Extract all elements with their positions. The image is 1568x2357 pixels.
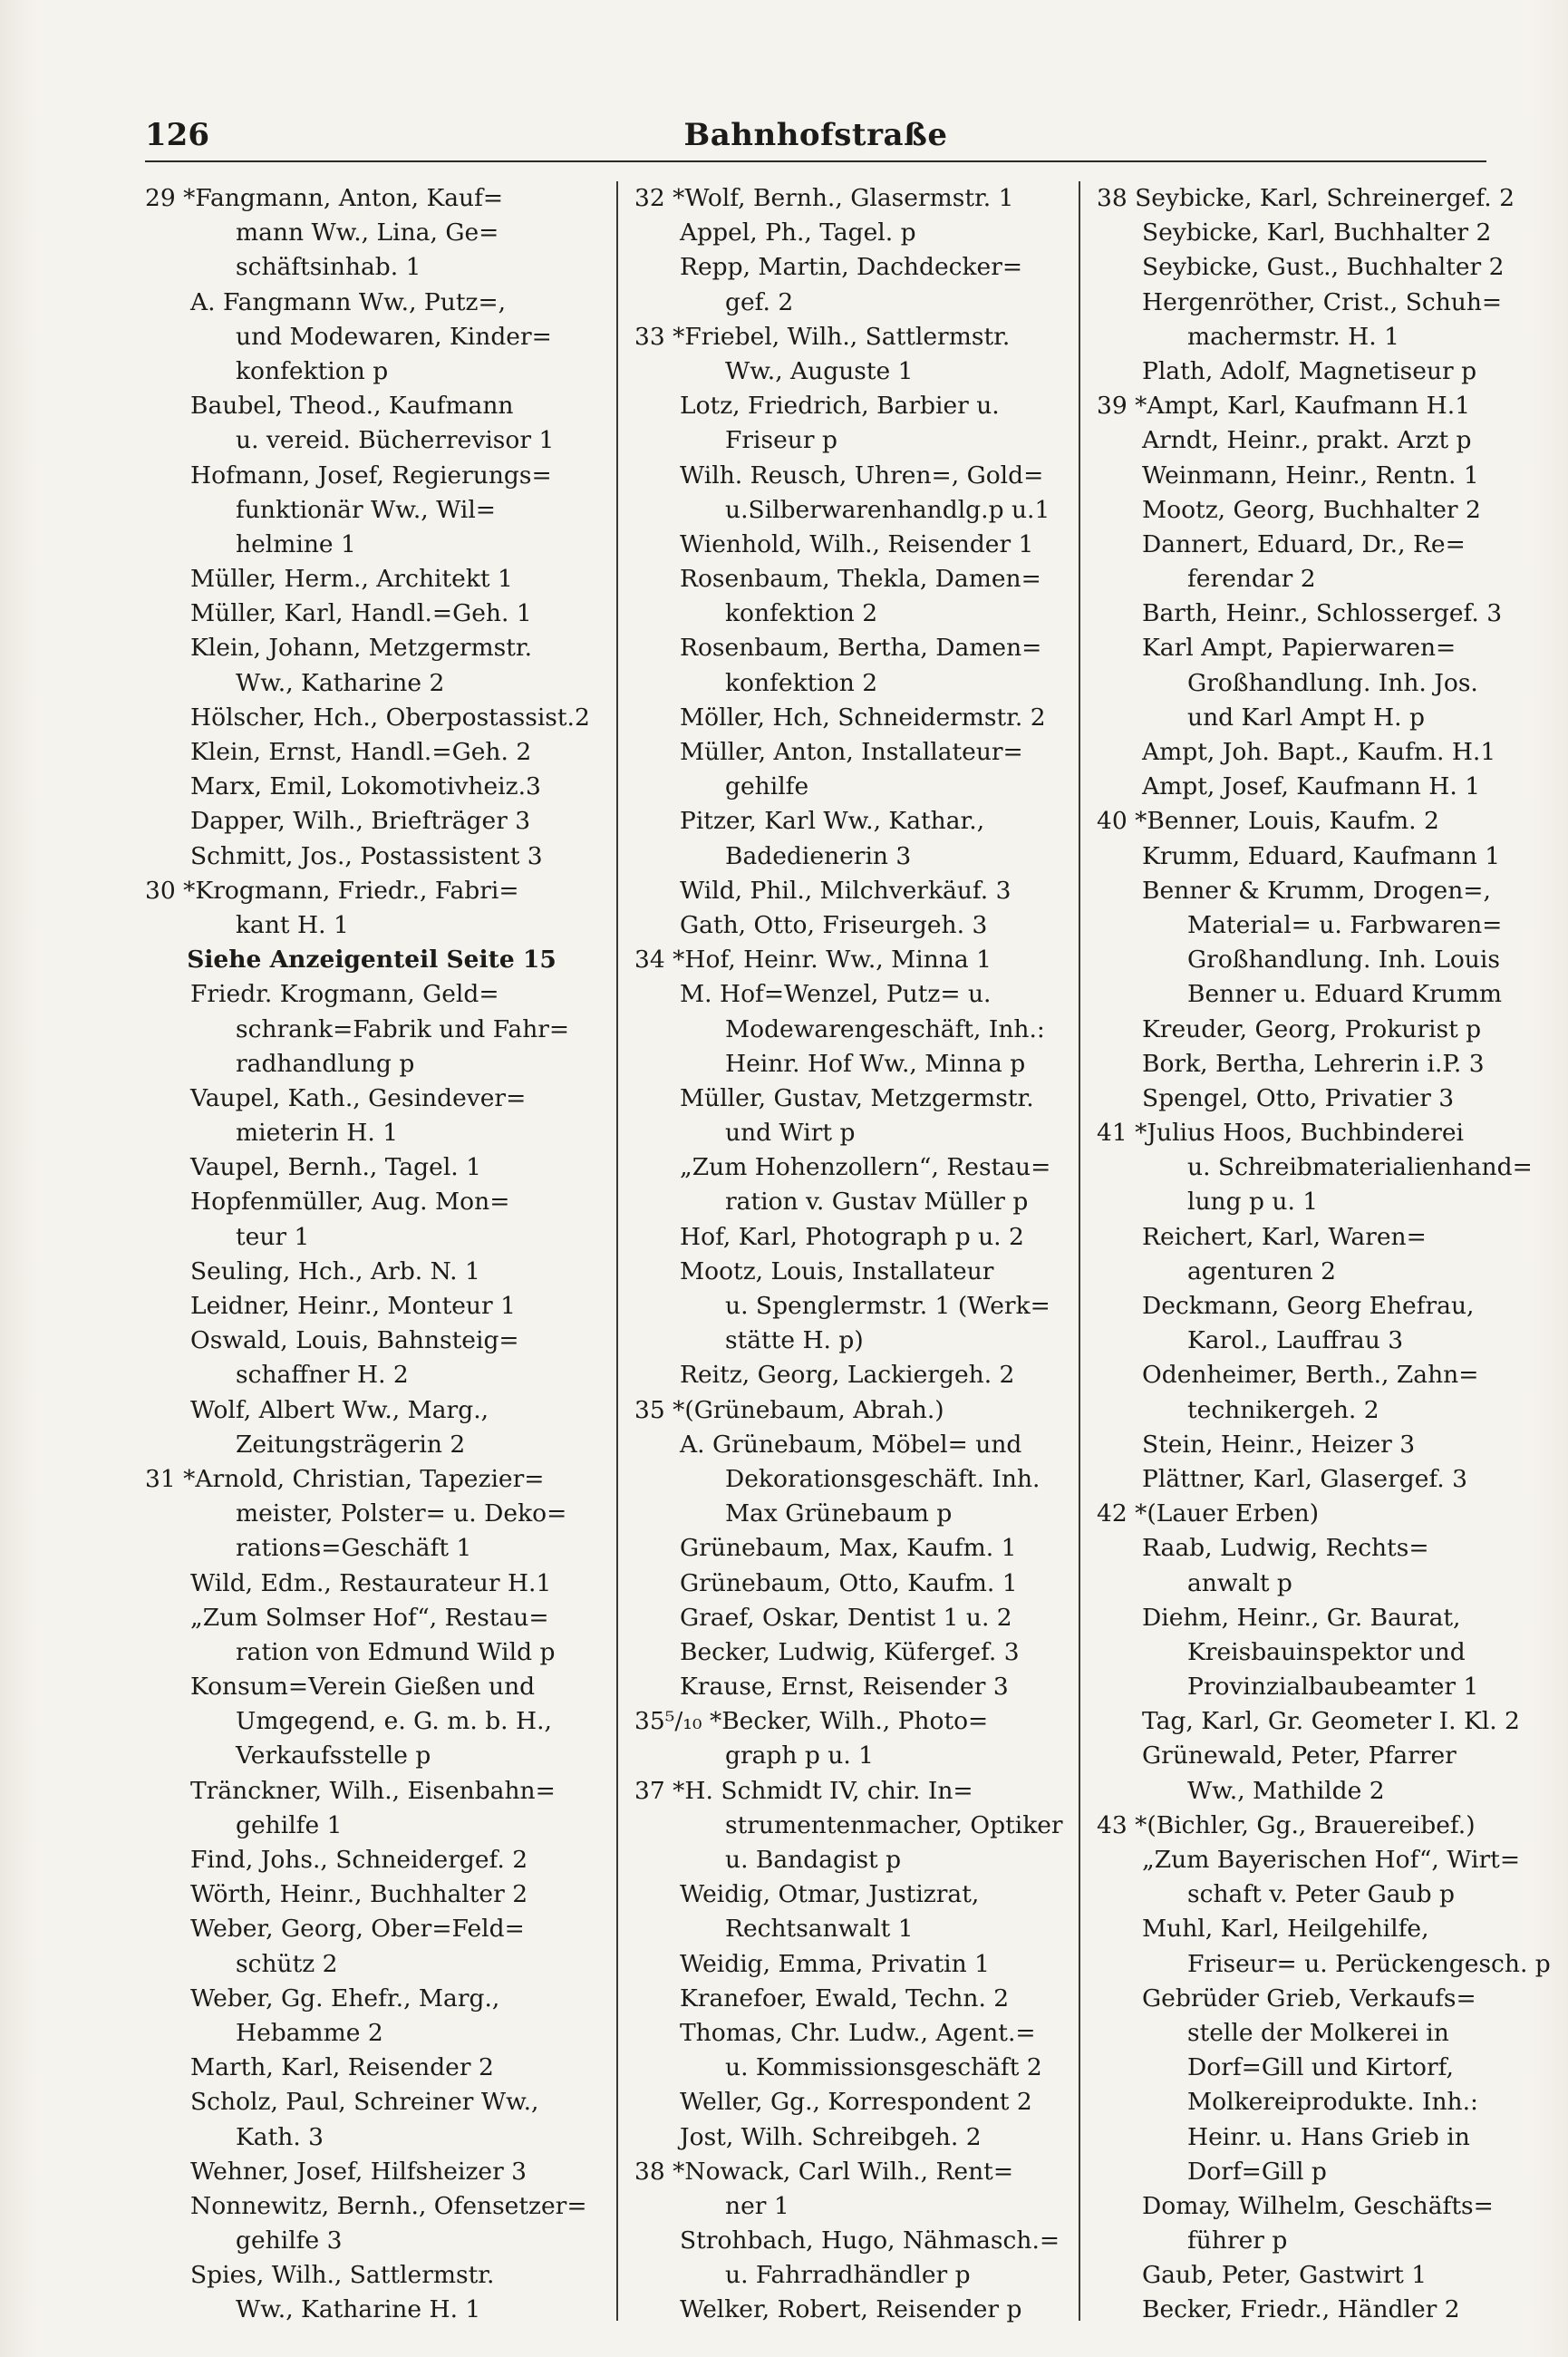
directory-line: Leidner, Heinr., Monteur 1 — [190, 1292, 516, 1320]
directory-line: radhandlung p — [236, 1049, 415, 1078]
directory-line: Zeitungsträgerin 2 — [236, 1430, 466, 1459]
directory-line: 41 *Julius Hoos, Buchbinderei — [1097, 1119, 1465, 1148]
directory-line: Badedienerin 3 — [725, 841, 912, 870]
directory-line: 38 *Nowack, Carl Wilh., Rent= — [634, 2157, 1014, 2186]
directory-line: Repp, Martin, Dachdecker= — [680, 253, 1023, 282]
directory-line: Kreuder, Georg, Prokurist p — [1142, 1014, 1482, 1043]
directory-line: 30 *Krogmann, Friedr., Fabri= — [145, 876, 519, 905]
directory-line: und Wirt p — [725, 1119, 856, 1148]
page-number: 126 — [145, 117, 209, 153]
directory-line: Dannert, Eduard, Dr., Re= — [1142, 529, 1466, 558]
directory-line: Großhandlung. Inh. Jos. — [1187, 668, 1478, 697]
directory-line: Tränckner, Wilh., Eisenbahn= — [190, 1776, 556, 1805]
directory-line: Graef, Oskar, Dentist 1 u. 2 — [680, 1603, 1012, 1632]
directory-line: Konsum=Verein Gießen und — [190, 1673, 536, 1702]
directory-line: Dorf=Gill und Kirtorf, — [1187, 2053, 1454, 2082]
directory-line: Umgegend, e. G. m. b. H., — [236, 1707, 552, 1736]
directory-line: Ww., Mathilde 2 — [1187, 1776, 1385, 1805]
directory-line: Wolf, Albert Ww., Marg., — [190, 1395, 489, 1424]
directory-line: Becker, Friedr., Händler 2 — [1142, 2295, 1460, 2324]
directory-line: Stein, Heinr., Heizer 3 — [1142, 1430, 1416, 1459]
directory-line: schrank=Fabrik und Fahr= — [236, 1014, 570, 1043]
directory-line: führer p — [1187, 2226, 1288, 2255]
column-2 — [634, 181, 1063, 2324]
directory-line: Klein, Johann, Metzgermstr. — [190, 634, 533, 663]
directory-line: „Zum Bayerischen Hof“, Wirt= — [1142, 1846, 1521, 1874]
directory-line: Material= u. Farbwaren= — [1187, 910, 1503, 939]
directory-line: Krumm, Eduard, Kaufmann 1 — [1142, 841, 1501, 870]
directory-line: Grünewald, Peter, Pfarrer — [1142, 1741, 1457, 1770]
directory-line: Gaub, Peter, Gastwirt 1 — [1142, 2261, 1428, 2290]
directory-line: ration von Edmund Wild p — [236, 1637, 556, 1666]
directory-line: Dapper, Wilh., Briefträger 3 — [190, 807, 531, 836]
directory-line: A. Grünebaum, Möbel= und — [680, 1430, 1022, 1459]
directory-line: Wild, Edm., Restaurateur H.1 — [190, 1568, 552, 1597]
directory-line: anwalt p — [1187, 1568, 1292, 1597]
directory-line: Grünebaum, Max, Kaufm. 1 — [680, 1534, 1017, 1563]
directory-line: M. Hof=Wenzel, Putz= u. — [680, 980, 992, 1009]
directory-line: Vaupel, Bernh., Tagel. 1 — [190, 1153, 482, 1182]
directory-line: Dorf=Gill p — [1187, 2157, 1327, 2186]
directory-line: Hopfenmüller, Aug. Mon= — [190, 1188, 510, 1217]
directory-line: gehilfe 1 — [236, 1810, 343, 1839]
column-3 — [1097, 181, 1551, 2324]
directory-line: Raab, Ludwig, Rechts= — [1142, 1534, 1429, 1563]
directory-line: Grünebaum, Otto, Kaufm. 1 — [680, 1568, 1018, 1597]
directory-line: stätte H. p) — [725, 1326, 864, 1355]
directory-line: Müller, Herm., Architekt 1 — [190, 565, 513, 594]
directory-line: Molkereiprodukte. Inh.: — [1187, 2088, 1478, 2117]
directory-line: Wehner, Josef, Hilfsheizer 3 — [190, 2157, 528, 2186]
directory-line: Gebrüder Grieb, Verkaufs= — [1142, 1984, 1476, 2013]
directory-line: strumentenmacher, Optiker — [725, 1810, 1063, 1839]
directory-line: 34 *Hof, Heinr. Ww., Minna 1 — [634, 946, 992, 975]
directory-line: mieterin H. 1 — [236, 1119, 399, 1148]
directory-line: u. Schreibmaterialienhand= — [1187, 1153, 1533, 1182]
directory-line: A. Fangmann Ww., Putz=, — [190, 287, 507, 316]
directory-line: gef. 2 — [725, 287, 794, 316]
page-header — [145, 113, 1486, 162]
column-1 — [145, 181, 598, 2324]
directory-line: Find, Johs., Schneidergef. 2 — [190, 1846, 528, 1874]
directory-line: machermstr. H. 1 — [1187, 322, 1399, 351]
directory-line: Mootz, Louis, Installateur — [680, 1256, 994, 1285]
directory-line: Thomas, Chr. Ludw., Agent.= — [680, 2018, 1036, 2047]
directory-line: funktionär Ww., Wil= — [236, 495, 497, 524]
directory-line: Plättner, Karl, Glasergef. 3 — [1142, 1464, 1467, 1493]
directory-line: Weidig, Otmar, Justizrat, — [680, 1880, 980, 1909]
directory-line: 31 *Arnold, Christian, Tapezier= — [145, 1464, 545, 1493]
directory-line: 37 *H. Schmidt IV, chir. In= — [634, 1776, 973, 1805]
directory-line: Tag, Karl, Gr. Geometer I. Kl. 2 — [1142, 1707, 1520, 1736]
directory-line: u. vereid. Bücherrevisor 1 — [236, 426, 555, 455]
directory-line: Marth, Karl, Reisender 2 — [190, 2053, 494, 2082]
directory-line: Deckmann, Georg Ehefrau, — [1142, 1292, 1475, 1320]
directory-line: Seybicke, Karl, Buchhalter 2 — [1142, 218, 1492, 247]
directory-line: schaffner H. 2 — [236, 1361, 409, 1390]
directory-line: Seuling, Hch., Arb. N. 1 — [190, 1256, 480, 1285]
directory-line: Muhl, Karl, Heilgehilfe, — [1142, 1915, 1429, 1944]
directory-line: 35 *(Grünebaum, Abrah.) — [634, 1395, 944, 1424]
directory-line: Müller, Anton, Installateur= — [680, 738, 1023, 766]
directory-line: Müller, Gustav, Metzgermstr. — [680, 1083, 1034, 1112]
directory-line: Reichert, Karl, Waren= — [1142, 1222, 1427, 1251]
directory-line: Klein, Ernst, Handl.=Geh. 2 — [190, 738, 532, 766]
directory-line: Plath, Adolf, Magnetiseur p — [1142, 356, 1477, 385]
directory-line: u.Silberwarenhandlg.p u.1 — [725, 495, 1050, 524]
directory-line: Schmitt, Jos., Postassistent 3 — [190, 841, 543, 870]
directory-line: lung p u. 1 — [1187, 1188, 1319, 1217]
directory-line: schütz 2 — [236, 1949, 338, 1978]
directory-line: Rosenbaum, Bertha, Damen= — [680, 634, 1042, 663]
directory-line: Ampt, Joh. Bapt., Kaufm. H.1 — [1142, 738, 1496, 766]
directory-line: Jost, Wilh. Schreibgeh. 2 — [680, 2122, 982, 2151]
directory-line: Heinr. Hof Ww., Minna p — [725, 1049, 1026, 1078]
directory-line: 33 *Friebel, Wilh., Sattlermstr. — [634, 322, 1011, 351]
directory-line: 35⁵/₁₀ *Becker, Wilh., Photo= — [634, 1707, 989, 1736]
directory-line: Möller, Hch, Schneidermstr. 2 — [680, 703, 1046, 732]
directory-line: ferendar 2 — [1187, 565, 1316, 594]
directory-line: Becker, Ludwig, Küfergef. 3 — [680, 1637, 1020, 1666]
directory-line: Marx, Emil, Lokomotivheiz.3 — [190, 772, 541, 801]
directory-line: Großhandlung. Inh. Louis — [1187, 946, 1500, 975]
directory-line: Weidig, Emma, Privatin 1 — [680, 1949, 990, 1978]
column-divider — [616, 181, 618, 2321]
directory-line: Diehm, Heinr., Gr. Baurat, — [1142, 1603, 1461, 1632]
directory-line: schaft v. Peter Gaub p — [1187, 1880, 1455, 1909]
directory-line: u. Bandagist p — [725, 1846, 902, 1874]
directory-line: Wild, Phil., Milchverkäuf. 3 — [680, 876, 1011, 905]
directory-line: Friedr. Krogmann, Geld= — [190, 980, 499, 1009]
directory-line: Verkaufsstelle p — [236, 1741, 431, 1770]
directory-line: 39 *Ampt, Karl, Kaufmann H.1 — [1097, 392, 1471, 421]
directory-line: Weber, Georg, Ober=Feld= — [190, 1915, 525, 1944]
directory-line: Nonnewitz, Bernh., Ofensetzer= — [190, 2191, 587, 2220]
directory-line: Kreisbauinspektor und — [1187, 1637, 1466, 1666]
directory-line: schäftsinhab. 1 — [236, 253, 421, 282]
directory-line: und Karl Ampt H. p — [1187, 703, 1425, 732]
directory-line: mann Ww., Lina, Ge= — [236, 218, 499, 247]
directory-line: Ww., Katharine 2 — [236, 668, 445, 697]
directory-line: Strohbach, Hugo, Nähmasch.= — [680, 2226, 1060, 2255]
directory-line: gehilfe 3 — [236, 2226, 343, 2255]
directory-line: kant H. 1 — [236, 910, 349, 939]
directory-line: 40 *Benner, Louis, Kaufm. 2 — [1097, 807, 1439, 836]
directory-line: ration v. Gustav Müller p — [725, 1188, 1029, 1217]
directory-line: Odenheimer, Berth., Zahn= — [1142, 1361, 1479, 1390]
directory-line: Friseur= u. Perückengesch. p — [1187, 1949, 1551, 1978]
directory-line: konfektion 2 — [725, 668, 878, 697]
directory-line: gehilfe — [725, 772, 809, 801]
directory-line: Scholz, Paul, Schreiner Ww., — [190, 2088, 539, 2117]
directory-line: Oswald, Louis, Bahnsteig= — [190, 1326, 519, 1355]
directory-line: rations=Geschäft 1 — [236, 1534, 472, 1563]
directory-line: Rosenbaum, Thekla, Damen= — [680, 565, 1041, 594]
directory-line: Hof, Karl, Photograph p u. 2 — [680, 1222, 1024, 1251]
directory-line: Rechtsanwalt 1 — [725, 1915, 914, 1944]
directory-line: Friseur p — [725, 426, 837, 455]
directory-line: Appel, Ph., Tagel. p — [680, 218, 916, 247]
directory-line: Domay, Wilhelm, Geschäfts= — [1142, 2191, 1494, 2220]
directory-line: Heinr. u. Hans Grieb in — [1187, 2122, 1470, 2151]
running-title: Bahnhofstraße — [683, 117, 948, 153]
directory-line: Mootz, Georg, Buchhalter 2 — [1142, 495, 1481, 524]
directory-columns — [145, 181, 1551, 2324]
directory-line: und Modewaren, Kinder= — [236, 322, 552, 351]
directory-line: Benner u. Eduard Krumm — [1187, 980, 1502, 1009]
directory-line: Barth, Heinr., Schlossergef. 3 — [1142, 599, 1503, 628]
directory-line: Wilh. Reusch, Uhren=, Gold= — [680, 461, 1044, 490]
directory-line: Hergenröther, Crist., Schuh= — [1142, 287, 1503, 316]
directory-line: 29 *Fangmann, Anton, Kauf= — [145, 184, 504, 212]
directory-line: 38 Seybicke, Karl, Schreinergef. 2 — [1097, 184, 1515, 212]
directory-line: „Zum Solmser Hof“, Restau= — [190, 1603, 549, 1632]
directory-line: Müller, Karl, Handl.=Geh. 1 — [190, 599, 532, 628]
directory-line: Spies, Wilh., Sattlermstr. — [190, 2261, 495, 2290]
directory-line: konfektion p — [236, 356, 389, 385]
directory-line: Wörth, Heinr., Buchhalter 2 — [190, 1880, 528, 1909]
directory-line: Hofmann, Josef, Regierungs= — [190, 461, 552, 490]
directory-line: Benner & Krumm, Drogen=, — [1142, 876, 1491, 905]
directory-line: Vaupel, Kath., Gesindever= — [190, 1083, 527, 1112]
directory-line: Hebamme 2 — [236, 2018, 383, 2047]
directory-line: meister, Polster= u. Deko= — [236, 1499, 567, 1528]
directory-line: 42 *(Lauer Erben) — [1097, 1499, 1320, 1528]
directory-line: Karl Ampt, Papierwaren= — [1142, 634, 1457, 663]
directory-line: graph p u. 1 — [725, 1741, 875, 1770]
directory-line: 32 *Wolf, Bernh., Glasermstr. 1 — [634, 184, 1014, 212]
directory-line: Ww., Auguste 1 — [725, 356, 914, 385]
directory-line: Lotz, Friedrich, Barbier u. — [680, 392, 1000, 421]
column-divider — [1079, 181, 1080, 2321]
directory-line: teur 1 — [236, 1222, 310, 1251]
directory-line: Ww., Katharine H. 1 — [236, 2295, 481, 2324]
directory-line: Karol., Lauffrau 3 — [1187, 1326, 1404, 1355]
directory-line: Ampt, Josef, Kaufmann H. 1 — [1142, 772, 1481, 801]
directory-line: Arndt, Heinr., prakt. Arzt p — [1142, 426, 1472, 455]
directory-line: „Zum Hohenzollern“, Restau= — [680, 1153, 1051, 1182]
directory-line: Seybicke, Gust., Buchhalter 2 — [1142, 253, 1505, 282]
directory-line: u. Kommissionsgeschäft 2 — [725, 2053, 1042, 2082]
directory-line: Gath, Otto, Friseurgeh. 3 — [680, 910, 988, 939]
directory-line: Dekorationsgeschäft. Inh. — [725, 1464, 1040, 1493]
directory-line: Hölscher, Hch., Oberpostassist.2 — [190, 703, 590, 732]
directory-line: Kath. 3 — [236, 2122, 324, 2151]
directory-line: technikergeh. 2 — [1187, 1395, 1379, 1424]
directory-line: Provinzialbaubeamter 1 — [1187, 1673, 1479, 1702]
directory-line: Reitz, Georg, Lackiergeh. 2 — [680, 1361, 1015, 1390]
directory-line: ner 1 — [725, 2191, 789, 2220]
directory-line: u. Spenglermstr. 1 (Werk= — [725, 1292, 1050, 1320]
directory-line: agenturen 2 — [1187, 1256, 1336, 1285]
directory-line: Baubel, Theod., Kaufmann — [190, 392, 514, 421]
directory-line: Siehe Anzeigenteil Seite 15 — [187, 946, 557, 975]
directory-line: stelle der Molkerei in — [1187, 2018, 1449, 2047]
directory-line: konfektion 2 — [725, 599, 878, 628]
directory-line: Spengel, Otto, Privatier 3 — [1142, 1083, 1455, 1112]
directory-line: Pitzer, Karl Ww., Kathar., — [680, 807, 985, 836]
directory-line: helmine 1 — [236, 529, 356, 558]
directory-line: Weber, Gg. Ehefr., Marg., — [190, 1984, 500, 2013]
directory-line: Modewarengeschäft, Inh.: — [725, 1014, 1045, 1043]
directory-line: Krause, Ernst, Reisender 3 — [680, 1673, 1009, 1702]
directory-line: Max Grünebaum p — [725, 1499, 953, 1528]
directory-line: u. Fahrradhändler p — [725, 2261, 971, 2290]
directory-line: 43 *(Bichler, Gg., Brauereibef.) — [1097, 1810, 1476, 1839]
directory-line: Weinmann, Heinr., Rentn. 1 — [1142, 461, 1479, 490]
directory-line: Weller, Gg., Korrespondent 2 — [680, 2088, 1032, 2117]
directory-line: Kranefoer, Ewald, Techn. 2 — [680, 1984, 1010, 2013]
directory-line: Bork, Bertha, Lehrerin i.P. 3 — [1142, 1049, 1485, 1078]
directory-line: Welker, Robert, Reisender p — [680, 2295, 1022, 2324]
directory-line: Wienhold, Wilh., Reisender 1 — [680, 529, 1034, 558]
